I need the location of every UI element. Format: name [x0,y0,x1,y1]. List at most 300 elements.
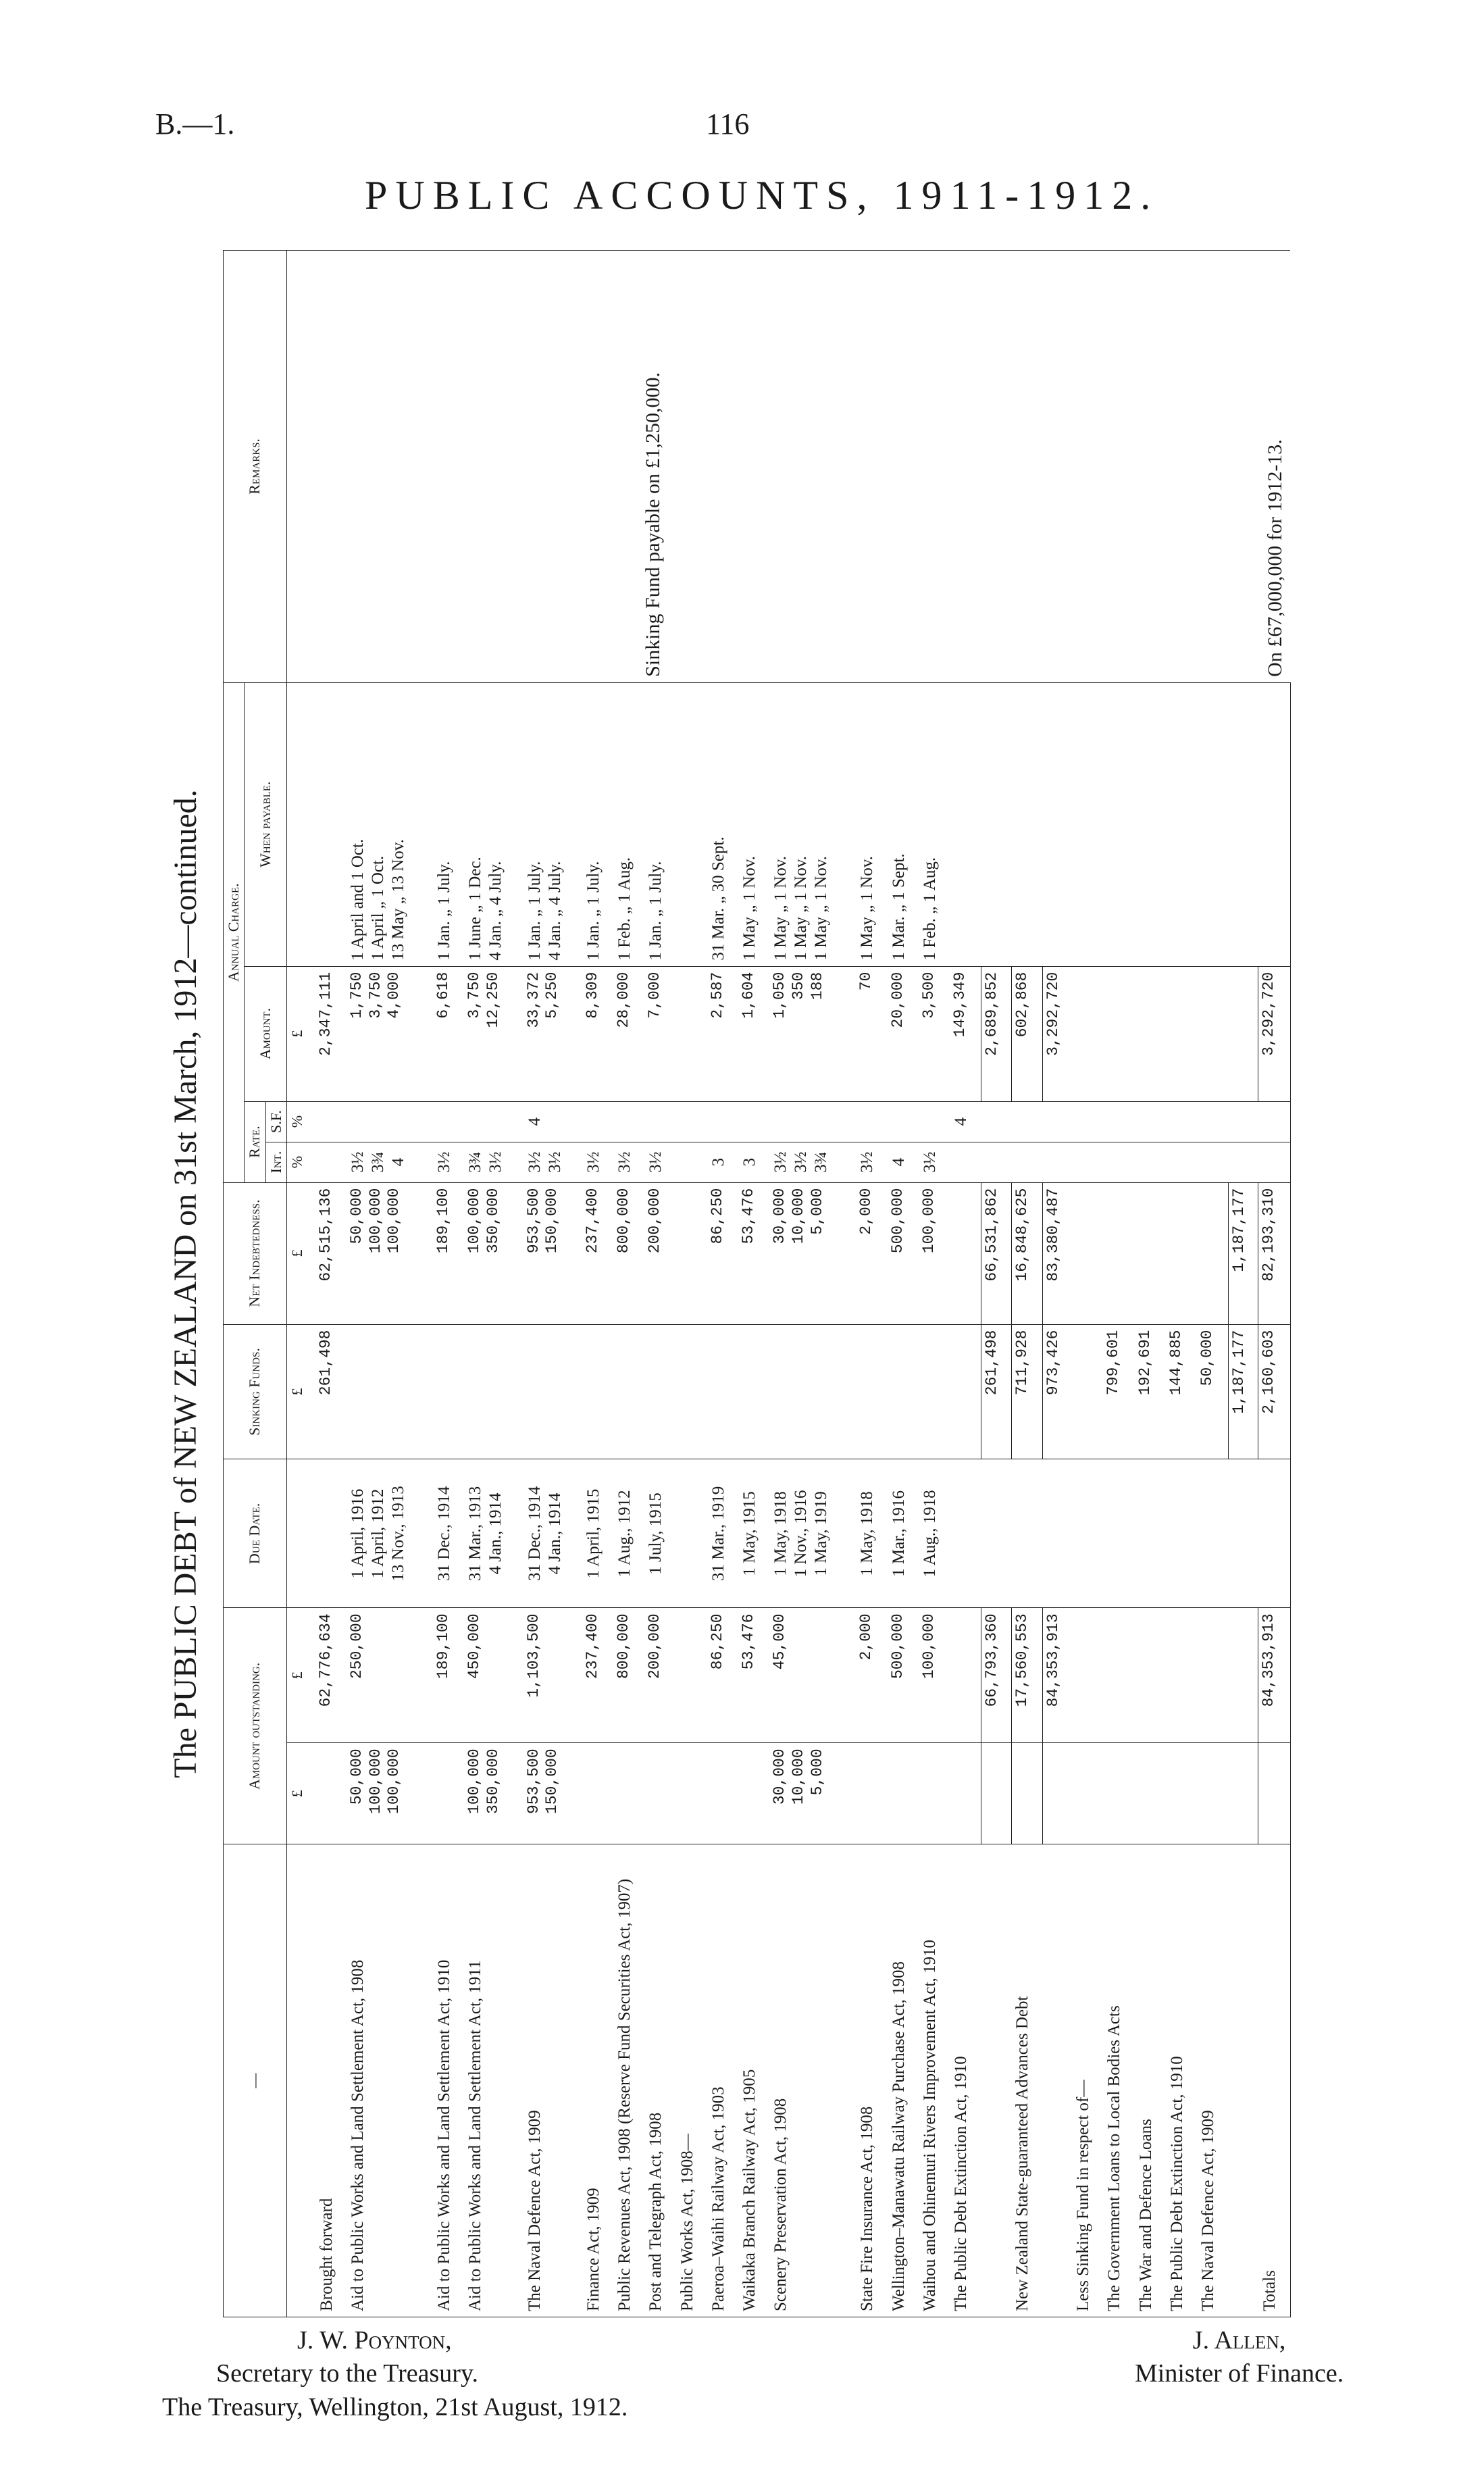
sinking-fund-rate [613,1101,644,1142]
row-description: Aid to Public Works and Land Settlement Act, 1911 [464,1844,523,2317]
col-sf-header: S.F. [265,1101,286,1142]
net-indebtedness: 100,000 350,000 [464,1182,523,1324]
empty [1197,682,1228,966]
signatory-name: J. W. Poynton, [297,2326,452,2355]
signatory-title: Secretary to the Treasury. [216,2359,478,2388]
empty [1229,1459,1258,1608]
net-indebtedness [676,1182,707,1324]
sinking-funds: 261,498 [981,1324,1011,1459]
empty [1072,682,1103,966]
interest-rate: 3½ 3½ 3¾ [769,1142,856,1182]
amount-outstanding-total: 17,560,553 [1011,1608,1042,1743]
empty [1197,1459,1228,1608]
sinking-funds [769,1324,856,1459]
net-indebtedness: 500,000 [888,1182,919,1324]
row-description: Aid to Public Works and Land Settlement Act, 1910 [433,1844,464,2317]
amount-outstanding-total: 84,353,913 [1042,1608,1072,1743]
row-description [981,1844,1011,2317]
sinking-funds: 2,160,603 [1258,1324,1290,1459]
empty [1072,1101,1103,1142]
amount-outstanding-total: 86,250 [707,1608,738,1743]
empty [1166,1608,1197,1743]
sinking-funds [856,1324,887,1459]
table-body [287,251,1291,2317]
amount-outstanding-total: 45,000 [769,1608,856,1743]
amount-outstanding-detail [919,1743,950,1844]
amount-outstanding-detail [950,1743,981,1844]
due-date: 31 Dec., 1914 [433,1459,464,1608]
less-total-net: 1,187,177 [1229,1182,1258,1324]
due-date: 1 May, 1918 [856,1459,887,1608]
sinking-fund-rate [856,1101,887,1142]
sinking-funds: 711,928 [1011,1324,1042,1459]
row-description: The Public Debt Extinction Act, 1910 [950,1844,981,2317]
interest-rate: 3½ 3¾ 4 [347,1142,433,1182]
interest-rate: 3½ [582,1142,613,1182]
annual-charge-amount: 2,347,111 [315,966,347,1101]
interest-rate: 3½ [644,1142,675,1182]
series-code: B.—1. [155,107,235,141]
col-sinking-funds-header: Sinking Funds. [224,1324,287,1459]
empty [1072,1182,1103,1324]
empty [1103,682,1134,966]
amount-outstanding-total: 450,000 [464,1608,523,1743]
empty [1166,966,1197,1101]
units-due [287,1459,315,1608]
amount-outstanding-total: 189,100 [433,1608,464,1743]
row-description: Waihou and Ohinemuri Rivers Improvement Act, 1910 [919,1844,950,2317]
rotated-table-region [155,250,1286,2317]
net-indebtedness: 62,515,136 [315,1182,347,1324]
sinking-fund-rate [582,1101,613,1142]
unit-pound: £ [287,1743,315,1844]
row-description: The Naval Defence Act, 1909 [523,1844,582,2317]
amount-outstanding-total: 200,000 [644,1608,675,1743]
row-description: State Fire Insurance Act, 1908 [856,1844,887,2317]
row-description: Totals [1258,1844,1290,2317]
row-description: Wellington–Manawatu Railway Purchase Act, 1908 [888,1844,919,2317]
amount-outstanding-detail [613,1743,644,1844]
empty [1229,1101,1258,1142]
due-date: 1 April, 1915 [582,1459,613,1608]
sinking-fund-rate [1011,1101,1042,1142]
due-date [1011,1459,1042,1608]
empty [1135,1142,1166,1182]
net-indebtedness: 953,500 150,000 [523,1182,582,1324]
when-payable: 1 May „ 1 Nov. [856,682,887,966]
interest-rate: 3 [738,1142,769,1182]
interest-rate: 3½ [433,1142,464,1182]
col-amount-header: Amount. [245,966,287,1101]
row-description: Aid to Public Works and Land Settlement Act, 1908 [347,1844,433,2317]
empty [1135,1101,1166,1142]
amount-outstanding-total: 237,400 [582,1608,613,1743]
remarks-cell [287,251,1291,683]
empty [1166,1142,1197,1182]
when-payable [315,682,347,966]
due-date [315,1459,347,1608]
sinking-funds [950,1324,981,1459]
col-amount-outstanding-header: Amount outstanding. [224,1608,287,1844]
empty [1135,966,1166,1101]
empty [1072,1142,1103,1182]
less-item-value: 144,885 [1166,1324,1197,1459]
sinking-fund-rate [315,1101,347,1142]
less-item-description: The War and Defence Loans [1135,1844,1166,2317]
empty [1103,1142,1134,1182]
amount-outstanding-detail: 953,500 150,000 [523,1743,582,1844]
annual-charge-amount: 3,292,720 [1042,966,1072,1101]
annual-charge-amount: 3,750 12,250 [464,966,523,1101]
due-date: 1 April, 1916 1 April, 1912 13 Nov., 1913 [347,1459,433,1608]
interest-rate: 3 [707,1142,738,1182]
annual-charge-amount: 8,309 [582,966,613,1101]
empty [1166,1182,1197,1324]
amount-outstanding-detail [433,1743,464,1844]
due-date [1042,1459,1072,1608]
units-desc [287,1844,315,2317]
when-payable: 1 June „ 1 Dec. 4 Jan. „ 4 July. [464,682,523,966]
amount-outstanding-total: 800,000 [613,1608,644,1743]
row-description: Paeroa–Waihi Railway Act, 1903 [707,1844,738,2317]
when-payable [981,682,1011,966]
due-date: 1 May, 1915 [738,1459,769,1608]
annual-charge-amount: 1,050 350 188 [769,966,856,1101]
amount-outstanding-total: 84,353,913 [1258,1608,1290,1743]
sinking-fund-rate [888,1101,919,1142]
net-indebtedness [950,1182,981,1324]
net-indebtedness: 189,100 [433,1182,464,1324]
sinking-funds [676,1324,707,1459]
due-date: 1 July, 1915 [644,1459,675,1608]
interest-rate: 3½ 3½ [523,1142,582,1182]
less-item-value: 192,691 [1135,1324,1166,1459]
net-indebtedness: 50,000 100,000 100,000 [347,1182,433,1324]
annual-charge-amount: 2,689,852 [981,966,1011,1101]
when-payable: 1 Jan. „ 1 July. [644,682,675,966]
sinking-fund-rate: 4 [950,1101,981,1142]
amount-outstanding-detail [738,1743,769,1844]
unit-percent: % [287,1142,315,1182]
sinking-fund-rate [769,1101,856,1142]
net-indebtedness: 30,000 10,000 5,000 [769,1182,856,1324]
sinking-fund-rate [676,1101,707,1142]
annual-charge-amount: 28,000 [613,966,644,1101]
empty [1229,1844,1258,2317]
empty [1135,1182,1166,1324]
net-indebtedness: 53,476 [738,1182,769,1324]
sinking-fund-rate [1042,1101,1072,1142]
units-row [287,251,315,2317]
when-payable: 31 Mar. „ 30 Sept. [707,682,738,966]
empty [1229,1142,1258,1182]
empty [1166,1743,1197,1844]
due-date: 1 Aug., 1918 [919,1459,950,1608]
signature-place-date: The Treasury, Wellington, 21st August, 1912. [162,2392,628,2421]
row-description: Post and Telegraph Act, 1908 [644,1844,675,2317]
unit-percent: % [287,1101,315,1142]
due-date: 1 Mar., 1916 [888,1459,919,1608]
minister-name: J. Allen, [1192,2326,1286,2355]
col-rate-header: Rate. [245,1101,265,1182]
amount-outstanding-detail [707,1743,738,1844]
amount-outstanding-total [676,1608,707,1743]
sinking-funds [582,1324,613,1459]
empty [1197,1182,1228,1324]
col-when-payable-header: When payable. [245,682,287,966]
net-indebtedness: 82,193,310 [1258,1182,1290,1324]
col-net-indebtedness-header: Net Indebtedness. [224,1182,287,1324]
unit-pound: £ [287,1182,315,1324]
sinking-fund-rate [707,1101,738,1142]
less-item-description: The Public Debt Extinction Act, 1910 [1166,1844,1197,2317]
empty [1072,1459,1103,1608]
amount-outstanding-detail: 50,000 100,000 100,000 [347,1743,433,1844]
row-description: Waikaka Branch Railway Act, 1905 [738,1844,769,2317]
empty [1166,1101,1197,1142]
annual-charge-amount: 70 [856,966,887,1101]
interest-rate: 3¾ 3½ [464,1142,523,1182]
amount-outstanding-total: 62,776,634 [315,1608,347,1743]
when-payable: 1 April and 1 Oct. 1 April „ 1 Oct. 13 May „ 13 Nov. [347,682,433,966]
empty [1197,966,1228,1101]
row-description: Finance Act, 1909 [582,1844,613,2317]
amount-outstanding-detail [315,1743,347,1844]
empty [1103,966,1134,1101]
interest-rate: 3½ [919,1142,950,1182]
annual-charge-amount: 6,618 [433,966,464,1101]
sinking-fund-rate [644,1101,675,1142]
remark-public-debt: On £67,000,000 for 1912-13. [1263,439,1286,677]
empty [1135,1608,1166,1743]
interest-rate [950,1142,981,1182]
empty [1103,1743,1134,1844]
empty [1103,1459,1134,1608]
net-indebtedness: 86,250 [707,1182,738,1324]
amount-outstanding-detail [981,1743,1011,1844]
empty [1135,682,1166,966]
due-date: 31 Mar., 1919 [707,1459,738,1608]
empty [1135,1459,1166,1608]
annual-charge-amount: 3,500 [919,966,950,1101]
due-date: 1 May, 1918 1 Nov., 1916 1 May, 1919 [769,1459,856,1608]
interest-rate: 3½ [613,1142,644,1182]
net-indebtedness: 237,400 [582,1182,613,1324]
amount-outstanding-detail [1258,1743,1290,1844]
amount-outstanding-detail [856,1743,887,1844]
col-due-date-header: Due Date. [224,1459,287,1608]
sinking-funds [464,1324,523,1459]
units-when [287,682,315,966]
amount-outstanding-total: 66,793,360 [981,1608,1011,1743]
annual-charge-amount: 20,000 [888,966,919,1101]
when-payable: 1 Jan. „ 1 July. [433,682,464,966]
empty [1229,966,1258,1101]
annual-charge-amount [676,966,707,1101]
net-indebtedness: 66,531,862 [981,1182,1011,1324]
net-indebtedness: 2,000 [856,1182,887,1324]
sinking-fund-rate [433,1101,464,1142]
net-indebtedness: 16,848,625 [1011,1182,1042,1324]
net-indebtedness: 200,000 [644,1182,675,1324]
net-indebtedness: 800,000 [613,1182,644,1324]
sinking-funds [523,1324,582,1459]
sinking-funds: 973,426 [1042,1324,1072,1459]
empty [1072,1608,1103,1743]
annual-charge-amount: 2,587 [707,966,738,1101]
when-payable [1258,682,1290,966]
unit-pound: £ [287,1324,315,1459]
due-date [981,1459,1011,1608]
annual-charge-amount: 3,292,720 [1258,966,1290,1101]
minister-title: Minister of Finance. [1135,2359,1344,2388]
empty [1166,682,1197,966]
less-total-sinking-funds: 1,187,177 [1229,1324,1258,1459]
rotated-content [155,250,1286,2317]
sinking-fund-rate: 4 [523,1101,582,1142]
empty [1103,1101,1134,1142]
less-item-description: The Naval Defence Act, 1909 [1197,1844,1228,2317]
sinking-funds: 261,498 [315,1324,347,1459]
when-payable: 1 Jan. „ 1 July. 4 Jan. „ 4 July. [523,682,582,966]
row-description: Public Works Act, 1908— [676,1844,707,2317]
public-debt-table [223,250,1291,2317]
less-item-description: The Government Loans to Local Bodies Acts [1103,1844,1134,2317]
col-annual-charge-header: Annual Charge. [224,682,245,1182]
sinking-fund-rate [1258,1101,1290,1142]
empty [1229,1608,1258,1743]
empty [1197,1608,1228,1743]
less-item-value: 799,601 [1103,1324,1134,1459]
when-payable: 1 Jan. „ 1 July. [582,682,613,966]
when-payable: 1 Feb. „ 1 Aug. [613,682,644,966]
due-date [950,1459,981,1608]
amount-outstanding-detail [676,1743,707,1844]
when-payable [1011,682,1042,966]
amount-outstanding-detail [644,1743,675,1844]
due-date [676,1459,707,1608]
annual-charge-amount: 149,349 [950,966,981,1101]
header-row-1 [224,251,245,2317]
amount-outstanding-total: 250,000 [347,1608,433,1743]
net-indebtedness: 83,380,487 [1042,1182,1072,1324]
amount-outstanding-total: 100,000 [919,1608,950,1743]
unit-pound: £ [287,1608,315,1743]
amount-outstanding-detail [1011,1743,1042,1844]
running-title: PUBLIC ACCOUNTS, 1911-1912. [365,173,1159,218]
due-date: 31 Mar., 1913 4 Jan., 1914 [464,1459,523,1608]
table-caption: The PUBLIC DEBT of NEW ZEALAND on 31st March, 1912—continued. [168,789,203,1778]
amount-outstanding-total [950,1608,981,1743]
sinking-funds [347,1324,433,1459]
net-indebtedness: 100,000 [919,1182,950,1324]
empty [1197,1743,1228,1844]
col-desc-header: — [224,1844,287,2317]
amount-outstanding-detail [582,1743,613,1844]
row-description: Public Revenues Act, 1908 (Reserve Fund Securities Act, 1907) [613,1844,644,2317]
due-date [1258,1459,1290,1608]
interest-rate [981,1142,1011,1182]
interest-rate [1258,1142,1290,1182]
col-int-header: Int. [265,1142,286,1182]
when-payable [950,682,981,966]
sinking-funds [919,1324,950,1459]
annual-charge-amount: 33,372 5,250 [523,966,582,1101]
when-payable: 1 May „ 1 Nov. [738,682,769,966]
less-item-value: 50,000 [1197,1324,1228,1459]
unit-pound: £ [287,966,315,1101]
row-description: Scenery Preservation Act, 1908 [769,1844,856,2317]
amount-outstanding-detail [888,1743,919,1844]
due-date: 1 Aug., 1912 [613,1459,644,1608]
empty [1135,1743,1166,1844]
amount-outstanding-total: 1,103,500 [523,1608,582,1743]
sinking-funds [888,1324,919,1459]
empty [1072,966,1103,1101]
sinking-fund-rate [981,1101,1011,1142]
row-description: Brought forward [315,1844,347,2317]
sinking-funds [644,1324,675,1459]
interest-rate [676,1142,707,1182]
empty [1072,1324,1103,1459]
page-number: 116 [706,107,750,141]
interest-rate [315,1142,347,1182]
sinking-funds [707,1324,738,1459]
empty [1103,1608,1134,1743]
annual-charge-amount: 1,604 [738,966,769,1101]
annual-charge-amount: 7,000 [644,966,675,1101]
empty [1229,682,1258,966]
minister-signature [1135,2324,1344,2391]
interest-rate [1042,1142,1072,1182]
empty [1197,1101,1228,1142]
when-payable: 1 May „ 1 Nov. 1 May „ 1 Nov. 1 May „ 1 Nov. [769,682,856,966]
col-remarks-header: Remarks. [224,251,287,683]
sinking-fund-rate [464,1101,523,1142]
annual-charge-amount: 602,868 [1011,966,1042,1101]
amount-outstanding-detail [1042,1743,1072,1844]
sinking-fund-rate [738,1101,769,1142]
less-heading: Less Sinking Fund in respect of— [1072,1844,1103,2317]
sinking-funds [433,1324,464,1459]
interest-rate: 4 [888,1142,919,1182]
amount-outstanding-total: 53,476 [738,1608,769,1743]
sinking-funds [738,1324,769,1459]
amount-outstanding-detail: 30,000 10,000 5,000 [769,1743,856,1844]
when-payable: 1 Feb. „ 1 Aug. [919,682,950,966]
sinking-fund-rate [919,1101,950,1142]
remark-sinking-fund: Sinking Fund payable on £1,250,000. [642,372,665,677]
sinking-fund-rate [347,1101,433,1142]
interest-rate: 3½ [856,1142,887,1182]
amount-outstanding-detail: 100,000 350,000 [464,1743,523,1844]
interest-rate [1011,1142,1042,1182]
treasury-signature [162,2324,628,2424]
sinking-funds [613,1324,644,1459]
empty [1166,1459,1197,1608]
when-payable [676,682,707,966]
when-payable: 1 Mar. „ 1 Sept. [888,682,919,966]
empty [1103,1182,1134,1324]
amount-outstanding-total: 2,000 [856,1608,887,1743]
annual-charge-amount: 1,750 3,750 4,000 [347,966,433,1101]
row-description: New Zealand State-guaranteed Advances Debt [1011,1844,1042,2317]
empty [1229,1743,1258,1844]
due-date: 31 Dec., 1914 4 Jan., 1914 [523,1459,582,1608]
empty [1072,1743,1103,1844]
empty [1197,1142,1228,1182]
when-payable [1042,682,1072,966]
